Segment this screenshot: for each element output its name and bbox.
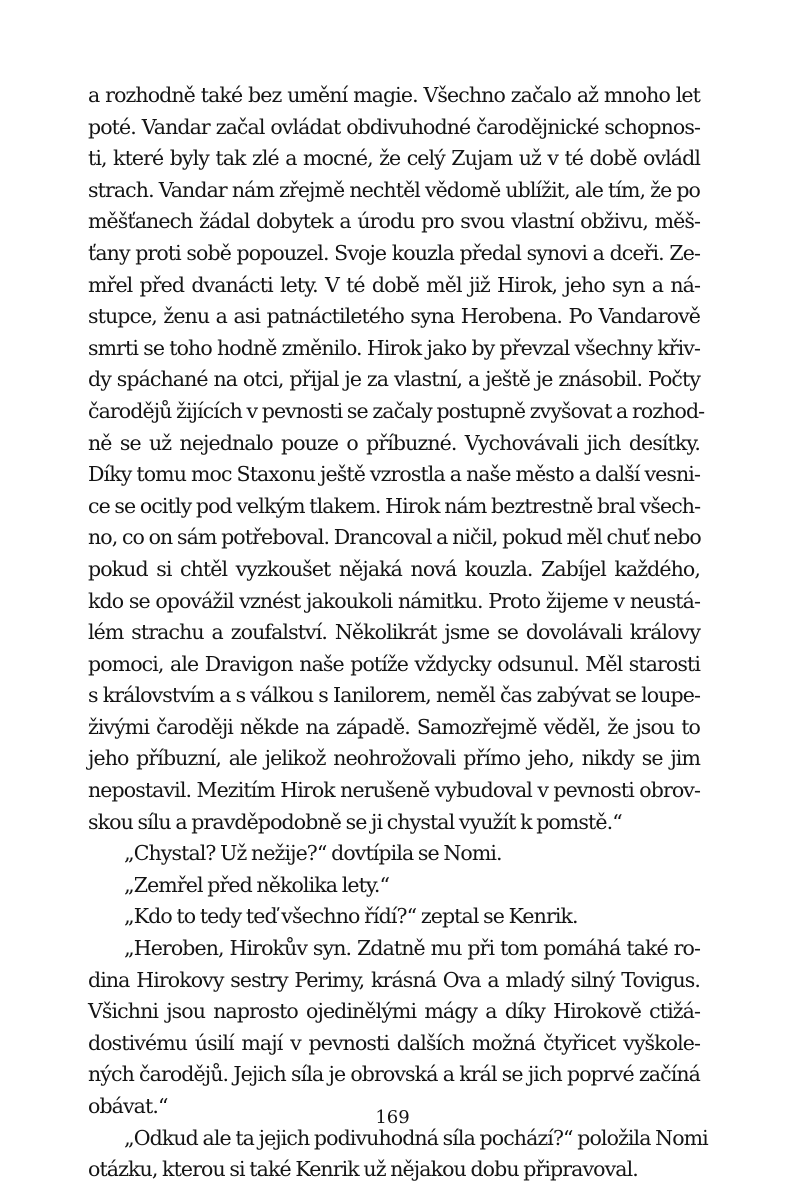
text-line: „Odkud ale ta jejich podivuhodná síla pochází?“ položila Nomi [124, 1125, 708, 1150]
text-line: kdo se opovážil vznést jakoukoli námitku. Proto žijeme v neustá- [88, 588, 700, 613]
text-line: mřel před dvanácti lety. V té době měl již Hirok, jeho syn a ná- [88, 272, 700, 297]
text-line: měšťanech žádal dobytek a úrodu pro svou vlastní obživu, měš- [88, 209, 700, 234]
text-line: smrti se toho hodně změnilo. Hirok jako by převzal všechny křiv- [88, 335, 700, 360]
text-line: lém strachu a zoufalství. Několikrát jsme se dovolávali královy [88, 620, 700, 645]
text-line: stupce, ženu a asi patnáctiletého syna Herobena. Po Vandarově [88, 304, 700, 329]
text-line: „Chystal? Už nežije?“ dovtípila se Nomi. [124, 841, 502, 866]
text-line: „Zemřel před několika lety.“ [124, 872, 390, 897]
body-text [88, 80, 708, 1186]
text-line: dy spáchané na otci, přijal je za vlastní, a ještě je znásobil. Počty [88, 367, 700, 392]
text-line: no, co on sám potřeboval. Drancoval a ničil, pokud měl chuť nebo [88, 525, 701, 550]
text-line: pokud si chtěl vyzkoušet nějaká nová kouzla. Zabíjel každého, [88, 556, 700, 581]
text-line: Díky tomu moc Staxonu ještě vzrostla a naše město a další vesni- [88, 462, 700, 487]
text-line: dostivému úsilí mají v pevnosti dalších možná čtyřicet vyškole- [88, 1030, 700, 1055]
text-line: Všichni jsou naprosto ojedinělými mágy a díky Hirokově ctižá- [88, 999, 700, 1024]
text-line: „Heroben, Hirokův syn. Zdatně mu při tom pomáhá také ro- [124, 936, 700, 961]
text-line: čarodějů žijících v pevnosti se začaly postupně zvyšovat a rozhod- [88, 398, 705, 423]
text-line: strach. Vandar nám zřejmě nechtěl vědomě ublížit, ale tím, že po [88, 177, 700, 202]
text-line: ťany proti sobě popouzel. Svoje kouzla předal synovi a dceři. Ze- [88, 240, 700, 265]
text-line: obávat.“ [88, 1094, 168, 1118]
text-line: ně se už nejednalo pouze o příbuzné. Vychovávali jich desítky. [88, 430, 700, 455]
text-line: ce se ocitly pod velkým tlakem. Hirok nám beztrestně bral všech- [88, 493, 701, 518]
text-line: a rozhodně také bez umění magie. Všechno začalo až mnoho let [88, 83, 700, 107]
text-line: otázku, kterou si také Kenrik už nějakou dobu připravoval. [88, 1157, 638, 1182]
text-line: dina Hirokovy sestry Perimy, krásná Ova a mladý silný Tovigus. [88, 967, 700, 992]
text-line: jeho příbuzní, ale jelikož neohrožovali přímo jeho, nikdy se jim [88, 746, 700, 771]
text-line: „Kdo to tedy teď všechno řídí?“ zeptal se Kenrik. [124, 904, 578, 929]
text-line: skou sílu a pravděpodobně se ji chystal využít k pomstě.“ [88, 809, 622, 834]
text-line: ti, které byly tak zlé a mocné, že celý Zujam už v té době ovládl [88, 146, 700, 171]
text-line: nepostavil. Mezitím Hirok nerušeně vybudoval v pevnosti obrov- [88, 778, 700, 803]
text-line: ných čarodějů. Jejich síla je obrovská a král se jich poprvé začíná [88, 1062, 700, 1087]
text-line: s královstvím a s válkou s Ianilorem, neměl čas zabývat se loupe- [88, 683, 700, 708]
text-line: živými čaroději někde na západě. Samozřejmě věděl, že jsou to [88, 714, 700, 739]
page-number: 169 [375, 1107, 410, 1128]
text-line: poté. Vandar začal ovládat obdivuhodné čarodějnické schopnos- [88, 114, 700, 139]
text-line: pomoci, ale Dravigon naše potíže vždycky odsunul. Měl starosti [88, 651, 700, 676]
